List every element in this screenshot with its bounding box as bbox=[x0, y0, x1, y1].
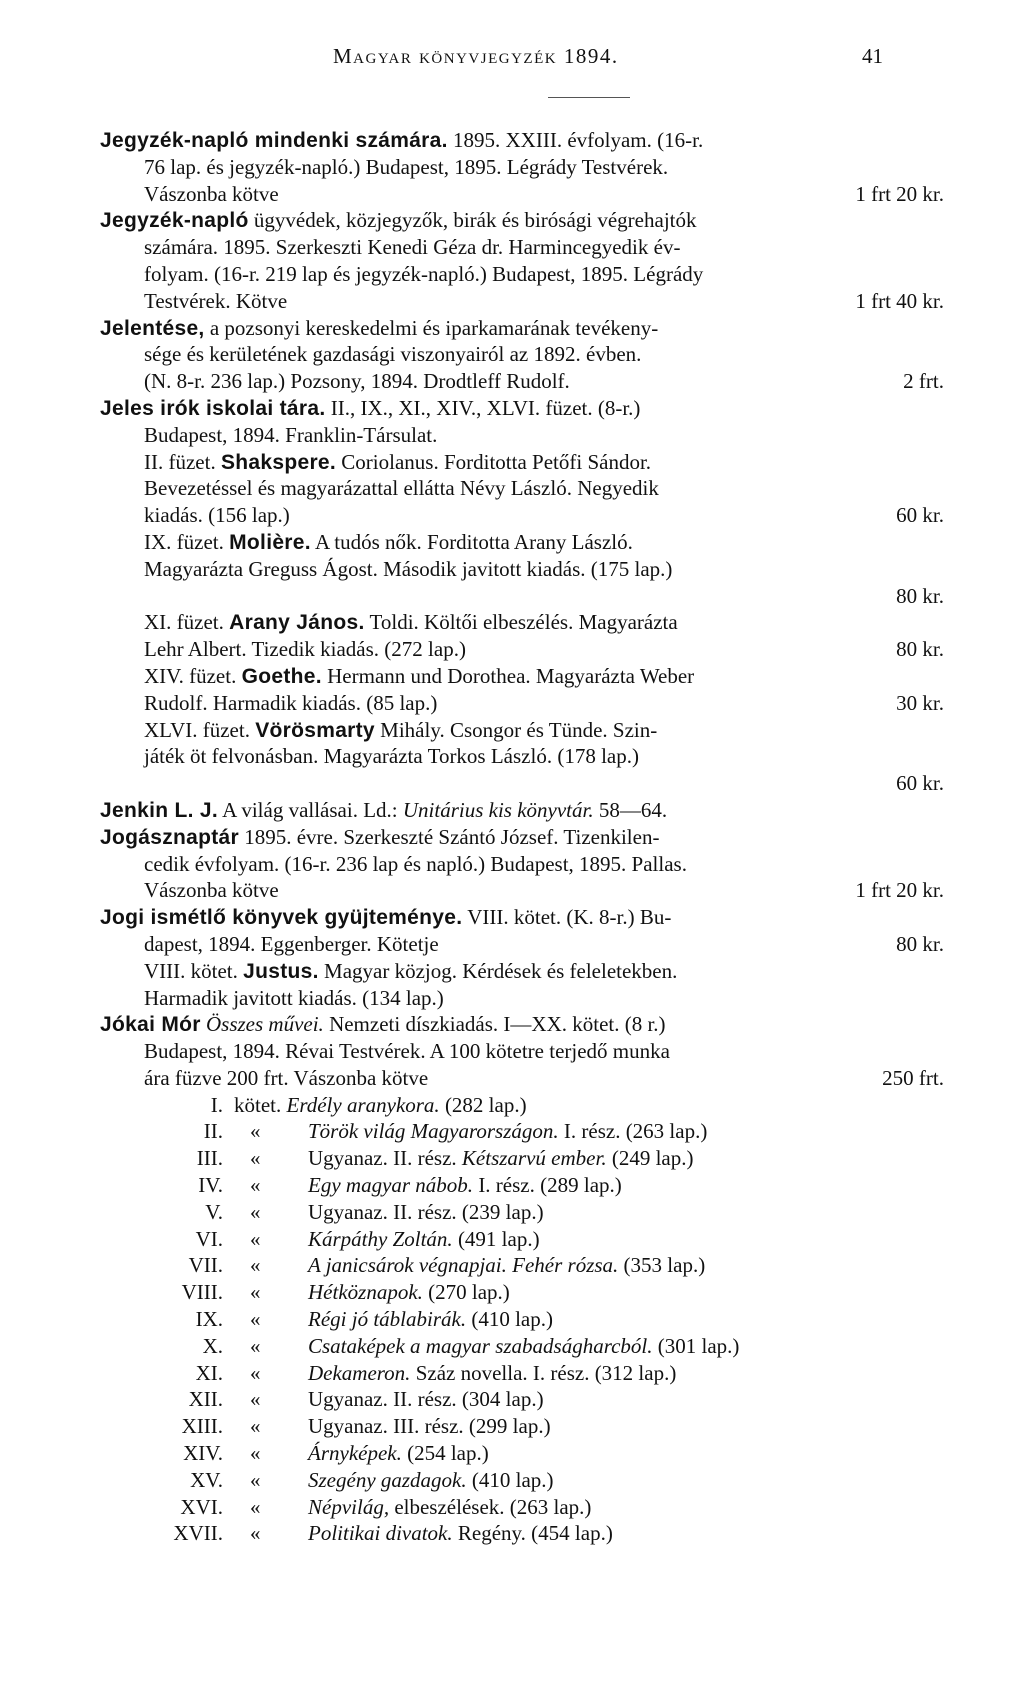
entry-heading: Jegyzék-napló mindenki számára. bbox=[100, 129, 448, 152]
entry-text: Magyarázta Greguss Ágost. Második javitott kiadás. (175 lap.) bbox=[144, 556, 673, 581]
price: 60 kr. bbox=[896, 503, 944, 528]
entry-line bbox=[100, 502, 970, 529]
entry-text: VIII. kötet. bbox=[144, 958, 244, 983]
volume-title: Politikai divatok. bbox=[308, 1521, 453, 1546]
volume-detail: (410 lap.) bbox=[466, 1467, 554, 1492]
volume-number: V. bbox=[205, 1199, 223, 1224]
volume-text bbox=[308, 1413, 551, 1440]
volume-text bbox=[308, 1118, 707, 1145]
price: 80 kr. bbox=[896, 637, 944, 662]
entry-text: 1895. évre. Szerkeszté Szántó József. Tizenkilen- bbox=[238, 824, 660, 849]
price: 80 kr. bbox=[896, 931, 944, 956]
entry-heading: Jelentése, bbox=[100, 316, 205, 340]
ditto-mark: « bbox=[250, 1521, 261, 1546]
entry-line bbox=[100, 931, 970, 958]
volume-number: X. bbox=[202, 1333, 223, 1358]
volume-detail: (410 lap.) bbox=[466, 1307, 553, 1332]
volume-number: XI. bbox=[195, 1360, 223, 1385]
volume-row bbox=[100, 1226, 970, 1253]
volume-number: XIV. bbox=[183, 1441, 223, 1466]
entry-line bbox=[100, 1011, 970, 1038]
entry-line bbox=[100, 797, 970, 824]
entry-text: 58—64. bbox=[593, 797, 668, 822]
volume-detail: (254 lap.) bbox=[401, 1441, 489, 1466]
entry-line bbox=[100, 851, 970, 878]
entry-heading: Jogásznaptár bbox=[100, 825, 239, 849]
volume-row bbox=[100, 1467, 970, 1494]
volume-title: Árnyképek. bbox=[308, 1441, 402, 1466]
volume-detail: I. rész. (289 lap.) bbox=[473, 1173, 622, 1198]
entry-line bbox=[100, 1038, 970, 1065]
volume-text bbox=[308, 1520, 613, 1547]
ditto-mark: « bbox=[250, 1280, 261, 1305]
volume-row bbox=[100, 1252, 970, 1279]
volume-text bbox=[308, 1494, 591, 1521]
ditto-mark: « bbox=[250, 1199, 261, 1224]
entry-text: II., IX., XI., XIV., XLVI. füzet. (8-r.) bbox=[325, 395, 641, 420]
ditto-mark: « bbox=[250, 1119, 261, 1144]
volume-detail: (270 lap.) bbox=[422, 1280, 510, 1305]
entry-heading: Jegyzék-napló bbox=[100, 209, 249, 233]
author-name: Arany János. bbox=[229, 611, 365, 635]
volume-number: VIII. bbox=[181, 1280, 223, 1305]
volume-title: Népvilág, bbox=[308, 1494, 390, 1519]
volume-text bbox=[308, 1226, 540, 1253]
entry-text: VIII. kötet. (K. 8-r.) Bu- bbox=[462, 905, 672, 930]
volume-text bbox=[308, 1199, 544, 1226]
entry-text: Coriolanus. Forditotta Petőfi Sándor. bbox=[336, 449, 652, 474]
entry-text: XLVI. füzet. bbox=[144, 717, 256, 742]
entry-text: Rudolf. Harmadik kiadás. (85 lap.) bbox=[144, 690, 438, 715]
volume-row bbox=[100, 1118, 970, 1145]
entry-line bbox=[100, 824, 970, 851]
entry-line bbox=[100, 234, 970, 261]
entry-line bbox=[100, 529, 970, 556]
author-name: Molière. bbox=[229, 530, 311, 554]
entry-line bbox=[100, 556, 970, 583]
ditto-mark: « bbox=[250, 1387, 261, 1412]
volume-number: XV. bbox=[190, 1467, 223, 1492]
price: 250 frt. bbox=[882, 1065, 944, 1090]
entry-text: 76 lap. és jegyzék-napló.) Budapest, 1895. Légrády Testvérek. bbox=[144, 154, 669, 179]
entry-line bbox=[100, 904, 970, 931]
price: 2 frt. bbox=[903, 369, 944, 394]
volume-number: XIII. bbox=[181, 1414, 223, 1439]
volume-row bbox=[100, 1145, 970, 1172]
page-header bbox=[0, 44, 1024, 84]
volume-title: Török világ Magyarországon. bbox=[308, 1119, 559, 1144]
volume-number: IV. bbox=[198, 1173, 223, 1198]
entry-text: ára füzve 200 frt. Vászonba kötve bbox=[144, 1065, 429, 1090]
header-rule bbox=[548, 97, 630, 98]
entry-text: Lehr Albert. Tizedik kiadás. (272 lap.) bbox=[144, 637, 466, 662]
entry-text: kiadás. (156 lap.) bbox=[144, 503, 290, 528]
entry-text: 1895. XXIII. évfolyam. (16-r. bbox=[447, 128, 704, 152]
entry-line bbox=[100, 154, 970, 181]
author-name: Goethe. bbox=[241, 664, 322, 688]
entry-heading: Jenkin L. J. bbox=[100, 798, 218, 822]
volume-title: Szegény gazdagok. bbox=[308, 1467, 467, 1492]
volume-title: Régi jó táblabirák. bbox=[308, 1307, 467, 1332]
entry-line bbox=[100, 1065, 970, 1092]
entry-text: XIV. füzet. bbox=[144, 663, 242, 688]
volume-detail: Regény. (454 lap.) bbox=[452, 1521, 613, 1546]
entry-text: Harmadik javitott kiadás. (134 lap.) bbox=[144, 985, 444, 1010]
volume-text bbox=[308, 1360, 676, 1387]
ditto-mark: « bbox=[250, 1333, 261, 1358]
entry-text: Budapest, 1894. Franklin-Társulat. bbox=[144, 422, 438, 447]
entry-line bbox=[100, 636, 970, 663]
volume-row bbox=[100, 1199, 970, 1226]
volume-title: Csataképek a magyar szabadságharcból. bbox=[308, 1333, 653, 1358]
volume-detail: Ugyanaz. III. rész. (299 lap.) bbox=[308, 1414, 551, 1439]
ditto-mark: « bbox=[250, 1226, 261, 1251]
volume-number: II. bbox=[203, 1119, 223, 1144]
entry-line bbox=[100, 475, 970, 502]
author-name: Vörösmarty bbox=[255, 718, 375, 742]
ditto-mark: « bbox=[250, 1414, 261, 1439]
volume-title: Erdély aranykora. bbox=[286, 1092, 440, 1117]
volume-title: Kárpáthy Zoltán. bbox=[308, 1226, 453, 1251]
entry-line bbox=[100, 958, 970, 985]
volume-number: XVII. bbox=[173, 1521, 223, 1546]
entry-line bbox=[100, 717, 970, 744]
ditto-mark: « bbox=[250, 1253, 261, 1278]
entry-line bbox=[100, 207, 970, 234]
entry-text: Budapest, 1894. Révai Testvérek. A 100 kötetre terjedő munka bbox=[144, 1039, 670, 1064]
ditto-mark: « bbox=[250, 1360, 261, 1385]
entry-text: játék öt felvonásban. Magyarázta Torkos László. (178 lap.) bbox=[144, 744, 639, 769]
entry-line bbox=[100, 743, 970, 770]
price: 60 kr. bbox=[896, 771, 944, 796]
volume-detail: (301 lap.) bbox=[652, 1333, 740, 1358]
entry-text: Testvérek. Kötve bbox=[144, 288, 288, 313]
entry-text: dapest, 1894. Eggenberger. Kötetje bbox=[144, 931, 439, 956]
entry-heading: Jókai Mór bbox=[100, 1013, 201, 1037]
volume-row bbox=[100, 1520, 970, 1547]
price: 80 kr. bbox=[896, 583, 944, 608]
entry-line bbox=[100, 127, 970, 154]
volume-row bbox=[100, 1279, 970, 1306]
ditto-mark: « bbox=[250, 1307, 261, 1332]
entry-line bbox=[100, 690, 970, 717]
volume-text bbox=[308, 1279, 510, 1306]
ditto-mark: « bbox=[250, 1441, 261, 1466]
entry-heading: Jeles irók iskolai tára. bbox=[100, 396, 326, 420]
ditto-mark: « bbox=[250, 1146, 261, 1171]
catalog-body bbox=[100, 127, 970, 1547]
entry-text: A tudós nők. Forditotta Arany László. bbox=[310, 529, 633, 554]
entry-line bbox=[100, 877, 970, 904]
volume-label: kötet. bbox=[234, 1092, 282, 1117]
volume-row bbox=[100, 1172, 970, 1199]
volume-text bbox=[308, 1467, 554, 1494]
entry-text: Bevezetéssel és magyarázattal ellátta Névy László. Negyedik bbox=[144, 476, 659, 501]
entry-text: A világ vallásai. Ld.: bbox=[217, 797, 403, 822]
volume-title: Dekameron. bbox=[308, 1360, 411, 1385]
entry-text: IX. füzet. bbox=[144, 529, 230, 554]
volume-number: III. bbox=[196, 1146, 223, 1171]
volume-detail: elbeszélések. (263 lap.) bbox=[389, 1494, 592, 1519]
volume-detail: (353 lap.) bbox=[618, 1253, 706, 1278]
entry-line bbox=[100, 663, 970, 690]
entry-line bbox=[100, 422, 970, 449]
volume-text bbox=[308, 1333, 739, 1360]
volume-detail: (249 lap.) bbox=[606, 1146, 694, 1171]
entry-text: XI. füzet. bbox=[144, 610, 230, 635]
entry-text: folyam. (16-r. 219 lap és jegyzék-napló.) Budapest, 1895. Légrády bbox=[144, 261, 704, 286]
volume-text bbox=[308, 1386, 544, 1413]
author-name: Justus. bbox=[243, 959, 319, 983]
entry-text: Hermann und Dorothea. Magyarázta Weber bbox=[321, 663, 695, 688]
entry-text: Magyar közjog. Kérdések és feleletekben. bbox=[318, 958, 678, 983]
entry-heading: Jogi ismétlő könyvek gyüjteménye. bbox=[100, 906, 463, 930]
entry-line bbox=[100, 261, 970, 288]
entry-line bbox=[100, 368, 970, 395]
entry-line bbox=[100, 583, 970, 610]
volume-row bbox=[100, 1440, 970, 1467]
volume-number: I. bbox=[210, 1092, 223, 1117]
volume-detail: (282 lap.) bbox=[439, 1092, 527, 1117]
volume-text bbox=[308, 1145, 693, 1172]
entry-text: Nemzeti díszkiadás. I—XX. kötet. (8 r.) bbox=[323, 1012, 666, 1037]
entry-line bbox=[100, 341, 970, 368]
volume-detail: Száz novella. I. rész. (312 lap.) bbox=[410, 1360, 677, 1385]
volume-row bbox=[100, 1386, 970, 1413]
entry-text: a pozsonyi kereskedelmi és iparkamarának tevékeny- bbox=[204, 315, 659, 340]
ditto-mark: « bbox=[250, 1173, 261, 1198]
volume-row bbox=[100, 1413, 970, 1440]
entry-line bbox=[100, 770, 970, 797]
entry-text: II. füzet. bbox=[144, 449, 221, 474]
volume-row bbox=[100, 1306, 970, 1333]
price: 1 frt 40 kr. bbox=[855, 288, 944, 313]
entry-line bbox=[100, 985, 970, 1012]
volume-text bbox=[308, 1172, 622, 1199]
entry-line bbox=[100, 449, 970, 476]
volume-detail: (491 lap.) bbox=[452, 1226, 540, 1251]
series-title: Összes művei. bbox=[200, 1012, 324, 1037]
volume-text bbox=[308, 1252, 705, 1279]
entry-text: sége és kerületének gazdasági viszonyairól az 1892. évben. bbox=[144, 342, 642, 367]
volume-number: IX. bbox=[195, 1307, 223, 1332]
entry-text: (N. 8-r. 236 lap.) Pozsony, 1894. Drodtleff Rudolf. bbox=[144, 369, 570, 394]
volume-text bbox=[234, 1092, 527, 1119]
entry-text: Mihály. Csongor és Tünde. Szin- bbox=[374, 717, 658, 742]
volume-text bbox=[308, 1306, 553, 1333]
volume-number: XII. bbox=[188, 1387, 223, 1412]
running-title: Magyar könyvjegyzék 1894. bbox=[333, 44, 619, 68]
entry-line bbox=[100, 288, 970, 315]
entry-line bbox=[100, 395, 970, 422]
volume-text bbox=[308, 1440, 489, 1467]
entry-line bbox=[100, 315, 970, 342]
entry-text: Toldi. Költői elbeszélés. Magyarázta bbox=[364, 610, 678, 635]
entry-text: ügyvédek, közjegyzők, birák és birósági végrehajtók bbox=[248, 208, 697, 233]
volume-title: Hétköznapok. bbox=[308, 1280, 423, 1305]
ditto-mark: « bbox=[250, 1467, 261, 1492]
volume-row bbox=[100, 1360, 970, 1387]
author-name: Shakspere. bbox=[220, 450, 337, 474]
volume-detail: Ugyanaz. II. rész. (304 lap.) bbox=[308, 1387, 544, 1412]
volume-number: XVI. bbox=[180, 1494, 223, 1519]
volume-row bbox=[100, 1092, 970, 1119]
volume-row bbox=[100, 1333, 970, 1360]
volume-row bbox=[100, 1494, 970, 1521]
volume-detail: Ugyanaz. II. rész. (239 lap.) bbox=[308, 1199, 544, 1224]
volume-detail: Ugyanaz. II. rész. bbox=[308, 1146, 462, 1171]
page-number: 41 bbox=[862, 44, 883, 68]
price: 1 frt 20 kr. bbox=[855, 181, 944, 206]
volume-number: VII. bbox=[188, 1253, 223, 1278]
price: 1 frt 20 kr. bbox=[855, 878, 944, 903]
entry-line bbox=[100, 609, 970, 636]
entry-text: cedik évfolyam. (16-r. 236 lap és napló.) Budapest, 1895. Pallas. bbox=[144, 851, 687, 876]
volume-list bbox=[100, 1092, 970, 1548]
entry-line bbox=[100, 181, 970, 208]
entry-text: számára. 1895. Szerkeszti Kenedi Géza dr. Harmincegyedik év- bbox=[144, 235, 681, 260]
ditto-mark: « bbox=[250, 1494, 261, 1519]
cross-reference: Unitárius kis könyvtár. bbox=[402, 797, 594, 822]
price: 30 kr. bbox=[896, 690, 944, 715]
volume-title: Kétszarvú ember. bbox=[461, 1146, 607, 1171]
entry-text: Vászonba kötve bbox=[144, 181, 279, 206]
volume-title: A janicsárok végnapjai. Fehér rózsa. bbox=[308, 1253, 619, 1278]
volume-number: VI. bbox=[195, 1226, 223, 1251]
volume-detail: I. rész. (263 lap.) bbox=[558, 1119, 708, 1144]
volume-title: Egy magyar nábob. bbox=[308, 1173, 474, 1198]
entry-text: Vászonba kötve bbox=[144, 878, 279, 903]
